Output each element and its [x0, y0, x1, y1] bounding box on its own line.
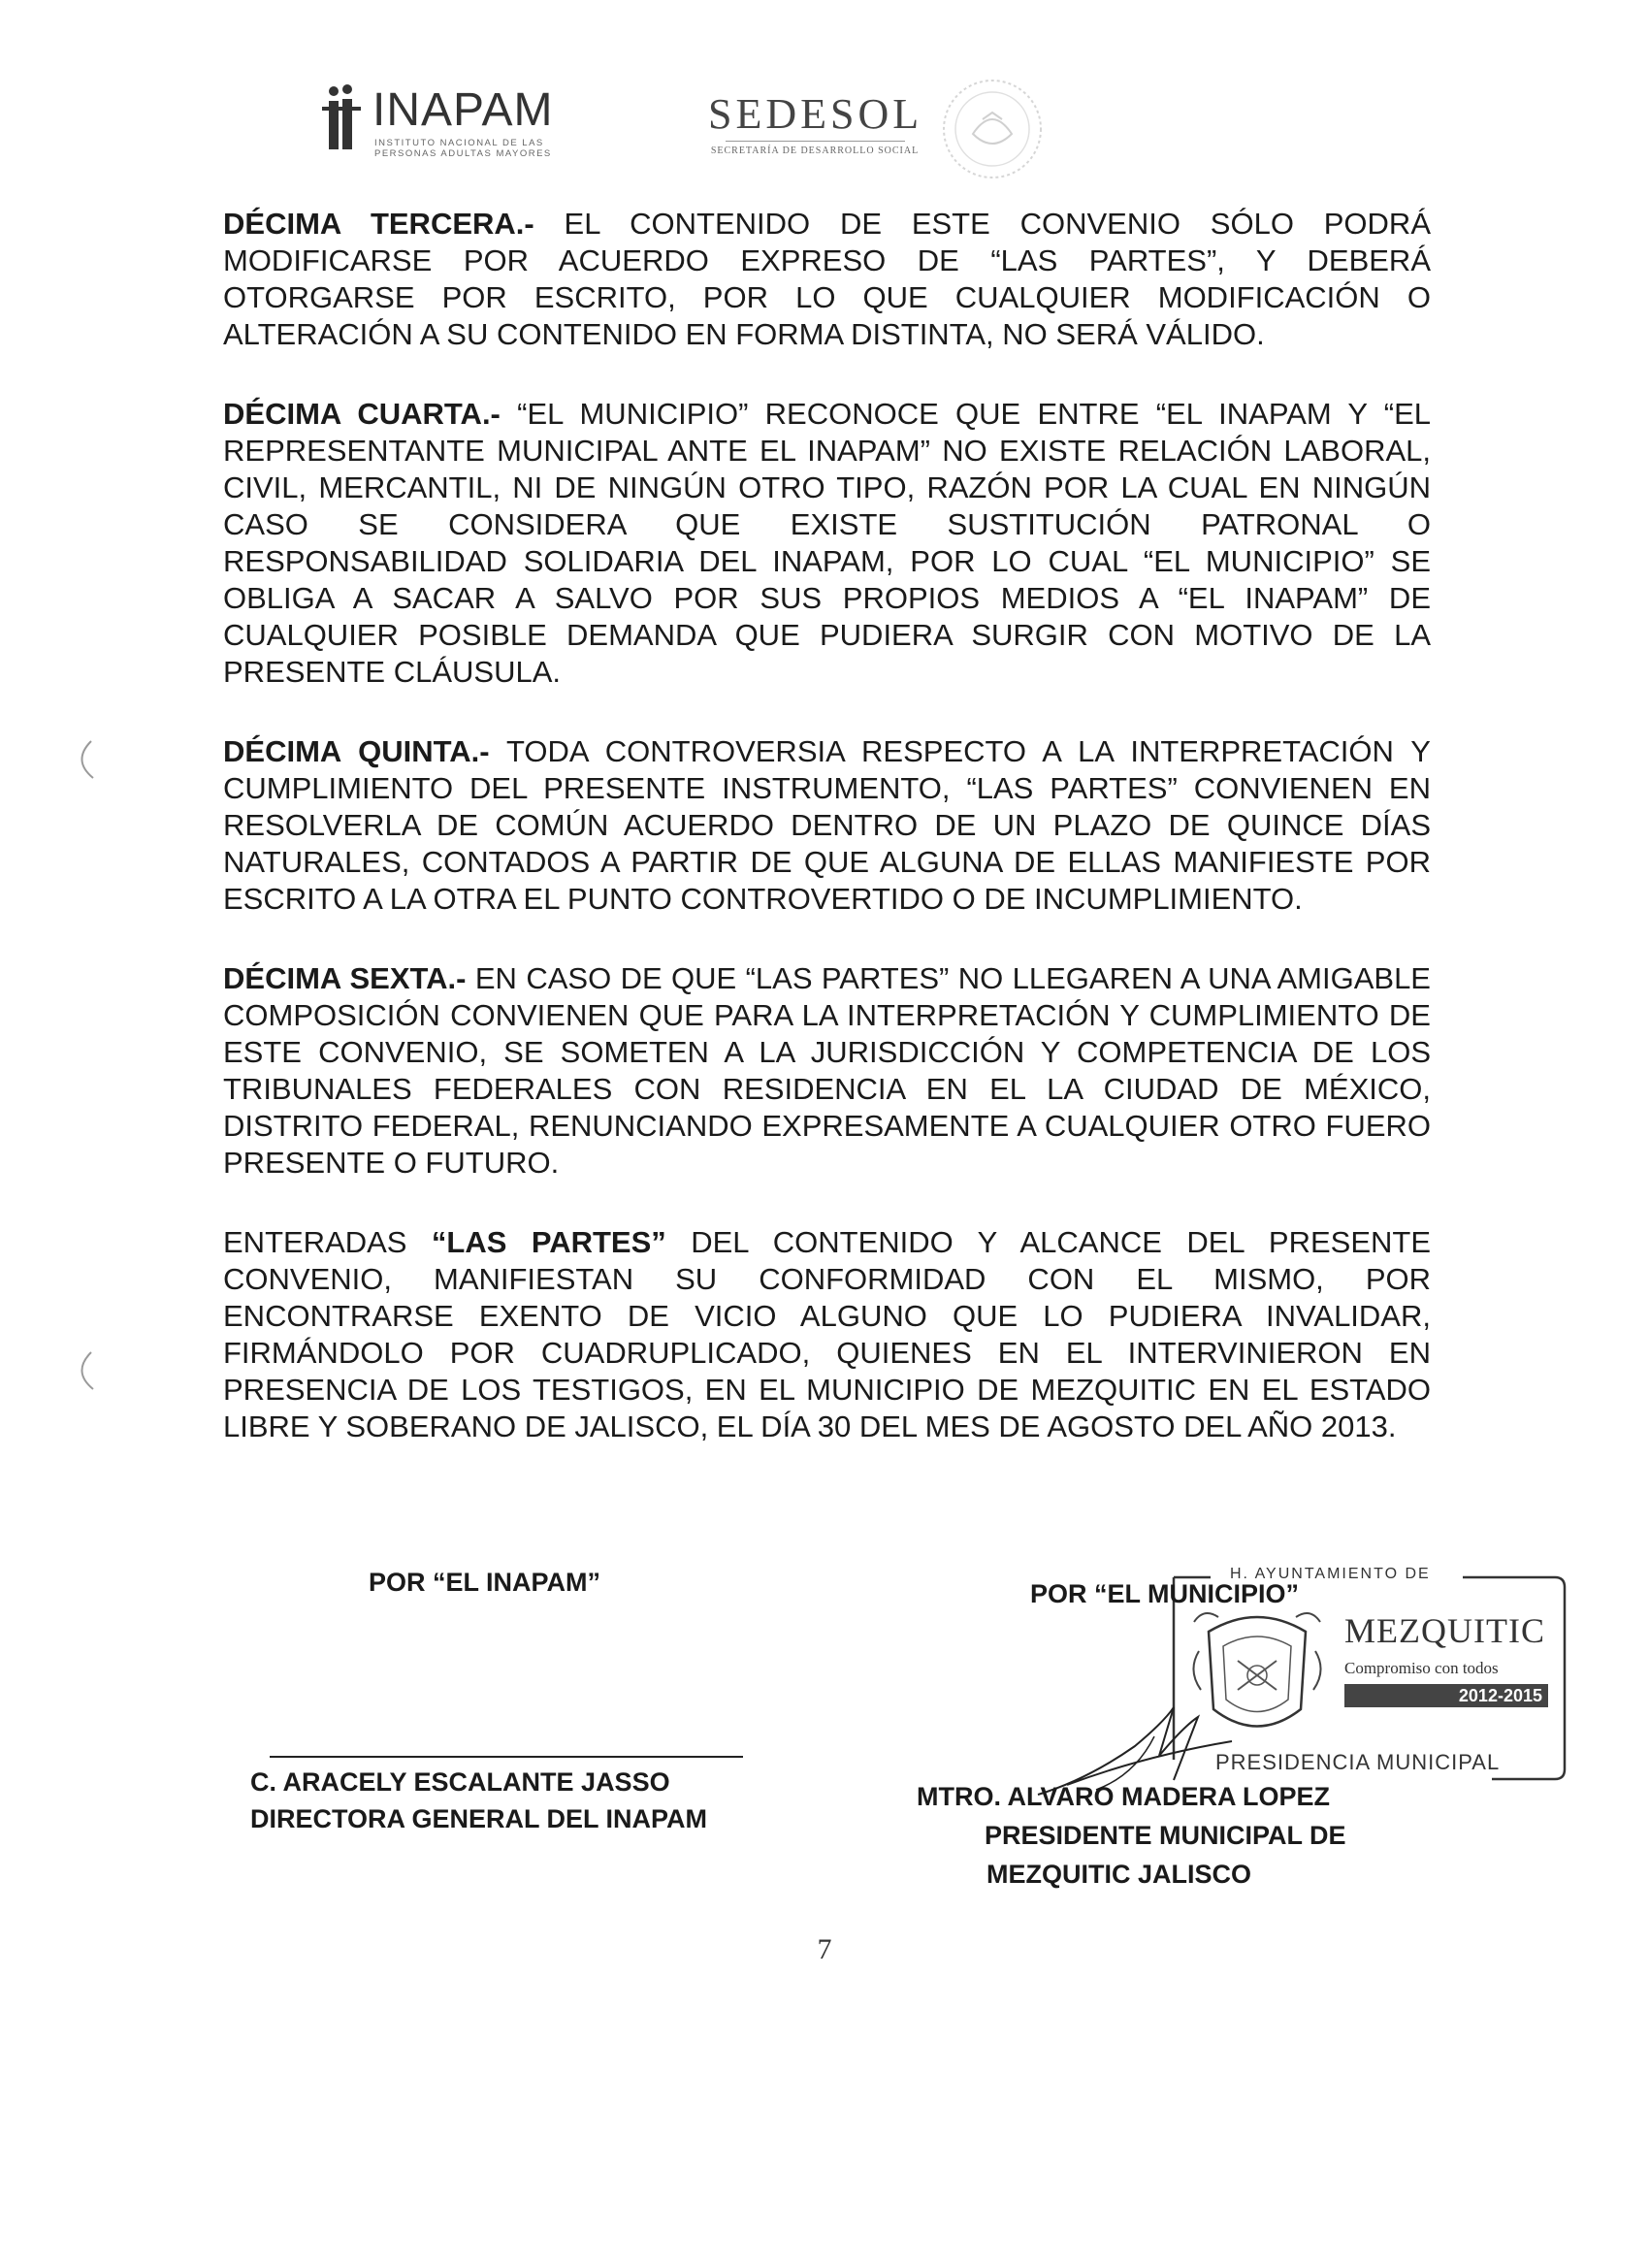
sedesol-rule [726, 141, 905, 142]
clause-text: EL CONTENIDO DE ESTE CONVENIO SÓLO PODRÁ MODIFICARSE POR ACUERDO EXPRESO DE “LAS PARTES”, Y DEBERÁ OTORGARSE POR ESCRITO, POR LO QUE CUALQUIER MODIFICACIÓN O ALTERACIÓN A SU CONTENIDO EN FORMA DISTINTA, NO SERÁ VÁLIDO. [223, 207, 1431, 351]
closing-paragraph [223, 1224, 1431, 1445]
stamp-slogan: Compromiso con todos [1344, 1659, 1499, 1677]
inapam-subtitle: INSTITUTO NACIONAL DE LAS PERSONAS ADULTAS MAYORES [374, 138, 552, 159]
page-number: 7 [817, 1933, 832, 1965]
binder-hole-mark [68, 1350, 97, 1393]
clause-decima-sexta [223, 960, 1431, 1182]
inapam-name: INAPAM [372, 84, 554, 136]
sedesol-subtitle: SECRETARÍA DE DESARROLLO SOCIAL [710, 146, 920, 156]
signatory-left-name: C. ARACELY ESCALANTE JASSO [250, 1767, 670, 1797]
stamp-bottom-text: PRESIDENCIA MUNICIPAL [1215, 1750, 1501, 1774]
signature-left-block [250, 1764, 707, 1837]
signature-left-line [270, 1756, 743, 1758]
document-body [223, 206, 1431, 1488]
inapam-figures-icon [320, 78, 374, 155]
stamp-top-text: H. AYUNTAMIENTO DE [1230, 1566, 1431, 1582]
clause-text: TODA CONTROVERSIA RESPECTO A LA INTERPRETACIÓN Y CUMPLIMIENTO DEL PRESENTE INSTRUMENTO, “LAS PARTES” CONVIENEN EN RESOLVERLA DE COMÚN ACUERDO DENTRO DE UN PLAZO DE QUINCE DÍAS NATURALES, CONTADOS A PARTIR DE QUE ALGUNA DE ELLAS MANIFIESTE POR ESCRITO A LA OTRA EL PUNTO CONTROVERTIDO O DE INCUMPLIMIENTO. [223, 734, 1431, 916]
clause-decima-tercera [223, 206, 1431, 353]
clause-text: “EL MUNICIPIO” RECONOCE QUE ENTRE “EL INAPAM Y “EL REPRESENTANTE MUNICIPAL ANTE EL INAPAM” NO EXISTE RELACIÓN LABORAL, CIVIL, MERCANTIL, NI DE NINGÚN OTRO TIPO, RAZÓN POR LA CUAL EN NINGÚN CASO SE CONSIDERA QUE EXISTE SUSTITUCIÓN PATRONAL O RESPONSABILIDAD SOLIDARIA DEL INAPAM, POR LO CUAL “EL MUNICIPIO” SE OBLIGA A SACAR A SALVO POR SUS PROPIOS MEDIOS A “EL INAPAM” DE CUALQUIER POSIBLE DEMANDA QUE PUDIERA SURGIR CON MOTIVO DE LA PRESENTE CLÁUSULA. [223, 397, 1431, 689]
signatory-right-role-line1: PRESIDENTE MUNICIPAL DE [985, 1821, 1346, 1850]
clause-heading: DÉCIMA SEXTA.- [223, 961, 467, 995]
sedesol-name: SEDESOL [708, 90, 923, 138]
clause-heading: DÉCIMA TERCERA.- [223, 207, 534, 241]
stamp-years: 2012-2015 [1344, 1684, 1548, 1707]
binder-hole-mark [68, 739, 97, 782]
clause-heading: DÉCIMA QUINTA.- [223, 734, 490, 768]
closing-text-bold: “LAS PARTES” [431, 1225, 666, 1259]
clause-text: EN CASO DE QUE “LAS PARTES” NO LLEGAREN A UNA AMIGABLE COMPOSICIÓN CONVIENEN QUE PARA LA INTERPRETACIÓN Y CUMPLIMIENTO DE ESTE CONVENIO, SE SOMETEN A LA JURISDICCIÓN Y COMPETENCIA DE LOS TRIBUNALES FEDERALES CON RESIDENCIA EN EL LA CIUDAD DE MÉXICO, DISTRITO FEDERAL, RENUNCIANDO EXPRESAMENTE A CUALQUIER OTRO FUERO PRESENTE O FUTURO. [223, 961, 1431, 1180]
clause-heading: DÉCIMA CUARTA.- [223, 397, 501, 431]
signature-left-title: POR “EL INAPAM” [369, 1568, 601, 1597]
signatory-right-name: MTRO. ALVARO MADERA LOPEZ [917, 1782, 1330, 1811]
sedesol-logo [708, 89, 922, 177]
closing-text-after: DEL CONTENIDO Y ALCANCE DEL PRESENTE CONVENIO, MANIFIESTAN SU CONFORMIDAD CON EL MISMO, POR ENCONTRARSE EXENTO DE VICIO ALGUNO QUE LO PUDIERA INVALIDAR, FIRMÁNDOLO POR CUADRUPLICADO, QUIENES EN EL INTERVINIERON EN PRESENCIA DE LOS TESTIGOS, EN EL MUNICIPIO DE MEZQUITIC EN EL ESTADO LIBRE Y SOBERANO DE JALISCO, EL DÍA 30 DEL MES DE AGOSTO DEL AÑO 2013. [223, 1225, 1431, 1443]
clause-decima-quinta [223, 733, 1431, 918]
national-seal-icon [939, 76, 1046, 182]
closing-text-before: ENTERADAS [223, 1225, 432, 1259]
signatory-left-role: DIRECTORA GENERAL DEL INAPAM [250, 1804, 708, 1833]
inapam-logo [320, 78, 611, 165]
signatory-right-role-line2: MEZQUITIC JALISCO [986, 1860, 1252, 1889]
signature-right-title: POR “EL MUNICIPIO” [1030, 1579, 1300, 1608]
signature-right-block [917, 1777, 1346, 1894]
clause-decima-cuarta [223, 396, 1431, 691]
stamp-town: MEZQUITIC [1344, 1611, 1545, 1650]
